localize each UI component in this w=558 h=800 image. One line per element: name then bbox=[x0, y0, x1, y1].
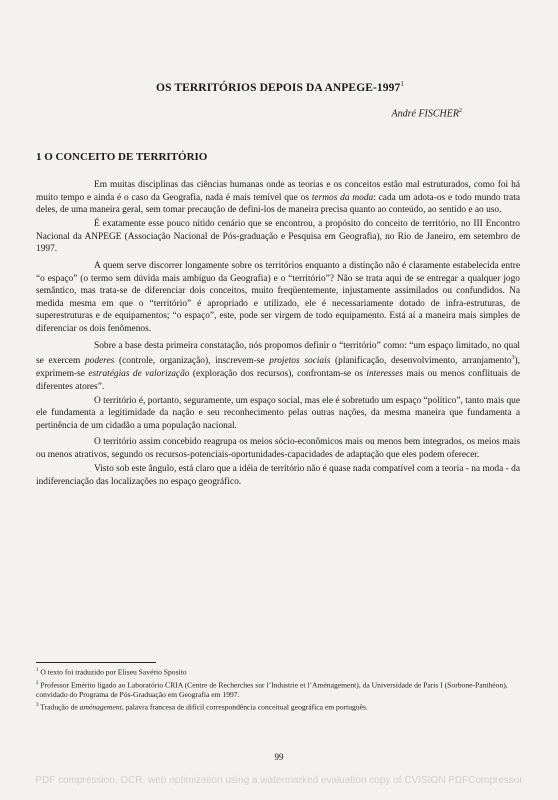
title-footnote-mark: 1 bbox=[400, 80, 404, 88]
paragraph-4: Sobre a base desta primeira constatação, nós propomos definir o “território” como: “um espaço limitado, no qual se exercem poderes (controle, organização), inscrevem-se projetos sociais (planificação, desenvolvimento, arranjamento$^3$), exprimem-se estratégias de valorização (exploração dos recursos), confrontam-se os interesses mais ou menos conflituais de diferentes atores”. bbox=[36, 340, 521, 392]
page-number: 99 bbox=[274, 752, 284, 762]
article-title: OS TERRITÓRIOS DEPOIS DA ANPEGE-1997$^1$ bbox=[156, 80, 404, 94]
paragraph-5: O território é, portanto, seguramente, um espaço social, mas ele é sobretudo um espaço “político”, tanto mais que ele fundamenta a legitimidade da nação e seu reconhecimento pelas outras nações, da mesma maneira que fundamenta a pertinência de um cidadão a uma população nacional. bbox=[36, 395, 520, 431]
author-footnote-mark: 2 bbox=[459, 108, 462, 114]
paragraph-7: Visto sob este ângulo, está claro que a idéia de território não é quase nada compatível com a teoria - na moda - da indiferenciação das localizações no espaço geográfico. bbox=[36, 464, 520, 487]
paragraph-2: É exatamente esse pouco nítido cenário que se encontrou, a propósito do conceito de território, no III Encontro Nacional da ANPEGE (Associação Nacional de Pós-graduação e Pesquisa em Geografia), no Rio de Janeiro, em setembro de 1997. bbox=[36, 219, 520, 255]
paragraph-1: Em muitas disciplinas das ciências humanas onde as teorias e os conceitos estão mal estruturados, como foi há muito tempo e ainda é o caso da Geografia, nada é mais temível que os termos da moda: cada um adota-os e todo mundo trata deles, de uma maneira geral, sem tomar precaução de defini-los de maneira precisa quanto ao conteúdo, ao sentido e ao uso. bbox=[36, 180, 520, 216]
footnote-mark-3: 3 bbox=[511, 355, 515, 362]
footnote-3: $^3$ Tradução de aménagement, palavra francesa de difícil correspondência conceitual geográfica em português. bbox=[36, 702, 368, 712]
watermark-text: PDF compression, OCR, web optimization using a watermarked evaluation copy of CVISION PDFCompressor bbox=[35, 775, 523, 786]
paragraph-6: O território assim concebido reagrupa os meios sócio-econômicos mais ou menos bem integrados, os meios mais ou menos atrativos, segundo os recursos-potenciais-oportunidades-capacidades de adaptação que eles podem oferecer. bbox=[36, 437, 520, 460]
footnote-2: $^2$ Professor Emérito ligado ao Laboratório CRIA (Centre de Recherches sur l’Industrie et l’Aménagement), da Universidade de Paris I (Sorbone-Panthéon), convidado do Programa de Pós-Graduação em Geografia em 1997. bbox=[36, 680, 508, 700]
footnotes bbox=[36, 666, 522, 714]
paragraph-3: A quem serve discorrer longamente sobre os territórios enquanto a distinção não é claramente estabelecida entre “o espaço” (o termo sem dúvida mais ambíguo da Geografia) e o “território”? Não se trata aqui de se entregar a qualquer jogo semântico, mas trata-se de diferenciar dois conceitos, muito freqüentemente, injustamente assimilados ou confundidos. Na medida mesma em que o “território” é apropriado e utilizado, ele é necessariamente dotado de infra-estruturas, de superestruturas e de equipamentos; “o espaço”, este, pode ser virgem de todo equipamento. Está aí a maneira mais simples de diferenciar os dois fenômenos. bbox=[36, 261, 520, 335]
author-name: André FISCHER$^2$ bbox=[391, 108, 462, 120]
footnote-1: $^1$ O texto foi traduzido por Eliseu Savério Sposito bbox=[36, 667, 187, 677]
footnote-divider bbox=[36, 662, 156, 663]
body-text bbox=[36, 179, 520, 488]
section-heading: 1 O CONCEITO DE TERRITÓRIO bbox=[36, 151, 208, 163]
